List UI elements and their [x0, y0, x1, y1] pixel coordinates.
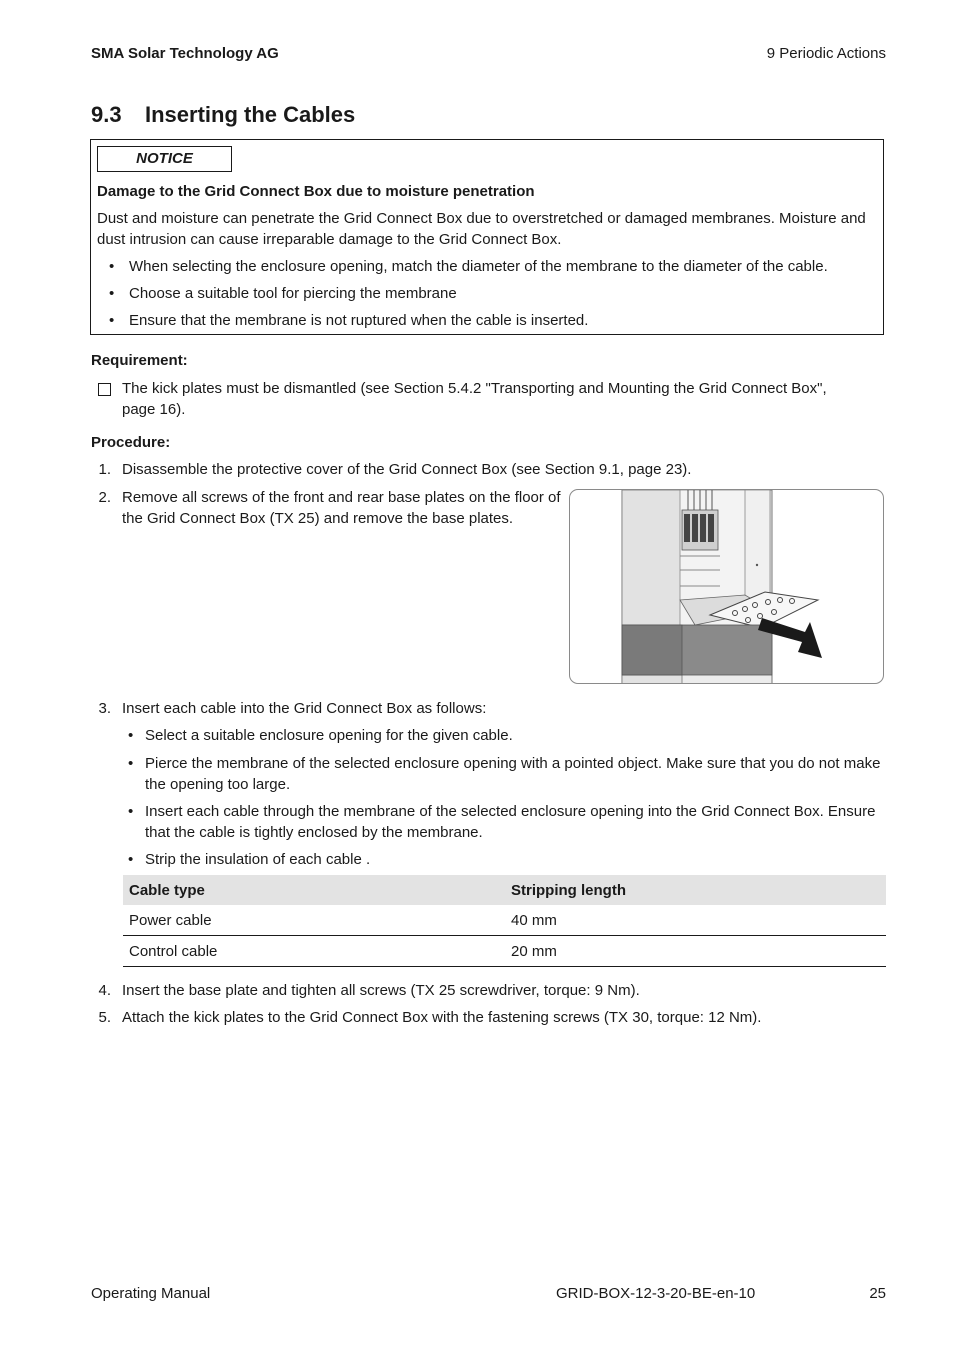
- notice-body: Dust and moisture can penetrate the Grid Connect Box due to overstretched or damaged membranes. Moisture and dust intrusion can cause irreparable damage to the Grid Connect Box.: [97, 210, 866, 248]
- step-text: Remove all screws of the front and rear base plates on the floor of the Grid Connect Box (TX 25) and remove the base plates.: [122, 489, 561, 527]
- step-text: Disassemble the protective cover of the Grid Connect Box (see Section 9.1, page 23).: [122, 461, 692, 478]
- bullet-icon: •: [128, 727, 134, 744]
- stripping-length-table: [123, 875, 886, 967]
- base-plate-figure: [569, 489, 884, 684]
- requirement-text: The kick plates must be dismantled (see Section 5.4.2 "Transporting and Mounting the Grid Connect Box", page 16).: [122, 380, 827, 418]
- table-cell: 20 mm: [505, 936, 886, 967]
- footer-manual-label: Operating Manual: [91, 1285, 211, 1302]
- header-company: SMA Solar Technology AG: [91, 45, 279, 62]
- notice-bullet-text: Choose a suitable tool for piercing the membrane: [129, 285, 457, 302]
- bullet-icon: •: [128, 851, 134, 868]
- step-number: 2.: [98, 489, 111, 506]
- step-text: Insert each cable into the Grid Connect Box as follows:: [122, 700, 487, 717]
- notice-heading: Damage to the Grid Connect Box due to moisture penetration: [97, 183, 535, 200]
- header-chapter: 9 Periodic Actions: [766, 45, 886, 62]
- table-cell: 40 mm: [505, 905, 886, 936]
- footer-doc-id: GRID-BOX-12-3-20-BE-en-10: [556, 1285, 756, 1302]
- table-row: [123, 936, 886, 967]
- table-cell: Power cable: [123, 905, 505, 936]
- requirement-label: Requirement:: [91, 352, 188, 369]
- section-title: [91, 101, 355, 129]
- section-number: 9.3: [91, 102, 122, 127]
- notice-bullet-text: Ensure that the membrane is not ruptured when the cable is inserted.: [129, 312, 589, 329]
- section-title-text: Inserting the Cables: [145, 102, 356, 127]
- notice-bullet-text: When selecting the enclosure opening, match the diameter of the membrane to the diameter of the cable.: [129, 258, 828, 275]
- substep-text: Select a suitable enclosure opening for the given cable.: [145, 727, 513, 744]
- substep-text: Insert each cable through the membrane of the selected enclosure opening into the Grid Connect Box. Ensure that the cable is tightly enclosed by the membrane.: [145, 803, 876, 841]
- table-header: Stripping length: [505, 875, 886, 905]
- substep-text: Pierce the membrane of the selected enclosure opening with a pointed object. Make sure that you do not make the opening too large.: [145, 755, 881, 793]
- notice-tag: NOTICE: [97, 146, 232, 172]
- step-number: 3.: [98, 700, 111, 717]
- step-text: Attach the kick plates to the Grid Connect Box with the fastening screws (TX 30, torque: 12 Nm).: [122, 1009, 762, 1026]
- step-number: 5.: [98, 1009, 111, 1026]
- table-row: [123, 905, 886, 936]
- table-cell: Control cable: [123, 936, 505, 967]
- bullet-icon: •: [128, 755, 134, 772]
- grid-connect-box-illustration: [570, 490, 884, 684]
- step-number: 1.: [98, 461, 111, 478]
- page-number: 25: [869, 1285, 886, 1302]
- substep-text: Strip the insulation of each cable .: [145, 851, 371, 868]
- step-number: 4.: [98, 982, 111, 999]
- bullet-icon: •: [109, 258, 115, 275]
- table-header: Cable type: [123, 875, 505, 905]
- bullet-icon: •: [109, 285, 115, 302]
- procedure-label: Procedure:: [91, 434, 171, 451]
- checkbox-icon: [98, 383, 111, 396]
- step-text: Insert the base plate and tighten all screws (TX 25 screwdriver, torque: 9 Nm).: [122, 982, 640, 999]
- table-header-row: [123, 875, 886, 905]
- bullet-icon: •: [128, 803, 134, 820]
- bullet-icon: •: [109, 312, 115, 329]
